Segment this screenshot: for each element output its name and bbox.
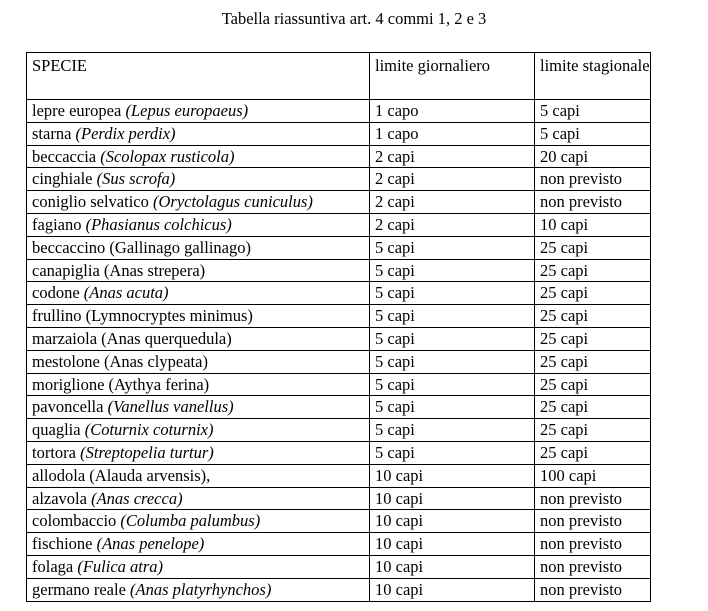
table-row [27,282,651,305]
species-latin-name: (Oryctolagus cuniculus) [152,192,313,212]
seasonal-limit-cell: 100 capi [535,464,651,487]
species-common-name: quaglia [32,420,81,440]
species-common-name: fischione [32,534,93,554]
species-latin-name: (Coturnix coturnix) [84,420,214,440]
table-row [27,145,651,168]
table-row [27,236,651,259]
table-body [27,100,651,602]
daily-limit-cell: 2 capi [370,191,535,214]
species-cell [27,555,370,578]
table-row [27,419,651,442]
seasonal-limit-cell: 25 capi [535,396,651,419]
seasonal-limit-cell: 25 capi [535,350,651,373]
species-common-name: beccaccia [32,146,97,166]
daily-limit-cell: 10 capi [370,464,535,487]
seasonal-limit-cell: non previsto [535,510,651,533]
daily-limit-cell: 2 capi [370,213,535,236]
species-common-name: starna [32,123,72,143]
daily-limit-cell: 5 capi [370,305,535,328]
species-latin-name: (Columba palumbus) [120,511,261,531]
seasonal-limit-cell: 25 capi [535,305,651,328]
species-latin-name: (Scolopax rusticola) [100,146,235,166]
species-cell [27,441,370,464]
daily-limit-cell: 10 capi [370,487,535,510]
seasonal-limit-cell: non previsto [535,191,651,214]
seasonal-limit-cell: 25 capi [535,259,651,282]
seasonal-limit-cell: 25 capi [535,441,651,464]
species-latin-name: (Aythya ferina) [108,374,210,394]
species-latin-name: (Alauda arvensis), [89,465,211,485]
species-common-name: germano reale [32,579,126,599]
species-cell [27,419,370,442]
table-row [27,168,651,191]
seasonal-limit-cell: 25 capi [535,327,651,350]
daily-limit-cell: 10 capi [370,578,535,601]
species-common-name: codone [32,283,80,303]
species-cell [27,259,370,282]
species-cell [27,282,370,305]
table-row [27,510,651,533]
species-latin-name: (Vanellus vanellus) [107,397,234,417]
daily-limit-cell: 5 capi [370,419,535,442]
daily-limit-cell: 1 capo [370,100,535,123]
species-cell [27,510,370,533]
species-cell [27,350,370,373]
daily-limit-cell: 10 capi [370,555,535,578]
species-cell [27,145,370,168]
table-row [27,122,651,145]
species-common-name: colombaccio [32,511,117,531]
daily-limit-cell: 5 capi [370,396,535,419]
seasonal-limit-cell: 25 capi [535,236,651,259]
species-latin-name: (Anas crecca) [91,488,183,508]
species-latin-name: (Anas querquedula) [101,328,232,348]
daily-limit-cell: 5 capi [370,282,535,305]
species-common-name: mestolone [32,351,100,371]
species-common-name: fagiano [32,214,82,234]
table-row [27,396,651,419]
species-latin-name: (Perdix perdix) [75,123,176,143]
species-cell [27,373,370,396]
daily-limit-cell: 5 capi [370,373,535,396]
species-cell [27,327,370,350]
species-latin-name: (Gallinago gallinago) [109,237,251,257]
species-cell [27,487,370,510]
species-common-name: cinghiale [32,169,93,189]
species-common-name: folaga [32,556,74,576]
table-row [27,305,651,328]
species-cell [27,396,370,419]
species-latin-name: (Anas strepera) [103,260,206,280]
species-common-name: marzaiola [32,328,98,348]
species-latin-name: (Anas acuta) [83,283,169,303]
species-cell [27,578,370,601]
hunting-limits-table [26,52,651,602]
seasonal-limit-cell: 10 capi [535,213,651,236]
header-daily-limit: limite giornaliero [370,53,535,100]
species-cell [27,213,370,236]
daily-limit-cell: 5 capi [370,259,535,282]
seasonal-limit-cell: 25 capi [535,373,651,396]
species-common-name: alzavola [32,488,87,508]
seasonal-limit-cell: 25 capi [535,282,651,305]
daily-limit-cell: 2 capi [370,168,535,191]
table-row [27,191,651,214]
daily-limit-cell: 10 capi [370,533,535,556]
species-latin-name: (Lepus europaeus) [125,101,249,120]
species-latin-name: (Lymnocryptes minimus) [85,306,253,326]
species-cell [27,100,370,123]
species-common-name: frullino [32,306,82,326]
header-species: SPECIE [27,53,370,100]
table-row [27,555,651,578]
daily-limit-cell: 5 capi [370,350,535,373]
table-row [27,578,651,601]
seasonal-limit-cell: non previsto [535,555,651,578]
species-common-name: tortora [32,442,76,462]
species-latin-name: (Anas penelope) [96,534,205,554]
table-row [27,464,651,487]
table-row [27,373,651,396]
species-latin-name: (Sus scrofa) [96,169,176,189]
seasonal-limit-cell: 25 capi [535,419,651,442]
species-latin-name: (Streptopelia turtur) [80,442,214,462]
daily-limit-cell: 10 capi [370,510,535,533]
table-row [27,487,651,510]
header-seasonal-limit: limite stagionale [535,53,651,100]
species-cell [27,305,370,328]
species-cell [27,533,370,556]
table-row [27,100,651,123]
species-common-name: canapiglia [32,260,100,280]
species-common-name: lepre europea [32,101,122,120]
species-cell [27,168,370,191]
seasonal-limit-cell: 5 capi [535,122,651,145]
species-latin-name: (Phasianus colchicus) [85,214,232,234]
species-common-name: pavoncella [32,397,104,417]
species-latin-name: (Anas platyrhynchos) [130,579,272,599]
species-cell [27,464,370,487]
daily-limit-cell: 5 capi [370,236,535,259]
species-cell [27,236,370,259]
table-row [27,533,651,556]
seasonal-limit-cell: non previsto [535,533,651,556]
species-common-name: allodola [32,465,86,485]
seasonal-limit-cell: non previsto [535,168,651,191]
seasonal-limit-cell: non previsto [535,578,651,601]
table-row [27,213,651,236]
species-common-name: moriglione [32,374,105,394]
table-row [27,350,651,373]
table-row [27,327,651,350]
table-row [27,259,651,282]
species-latin-name: (Anas clypeata) [103,351,208,371]
daily-limit-cell: 5 capi [370,441,535,464]
seasonal-limit-cell: non previsto [535,487,651,510]
daily-limit-cell: 5 capi [370,327,535,350]
seasonal-limit-cell: 20 capi [535,145,651,168]
species-latin-name: (Fulica atra) [77,556,164,576]
table-header-row [27,53,651,100]
species-common-name: coniglio selvatico [32,192,149,212]
species-cell [27,122,370,145]
page-title: Tabella riassuntiva art. 4 commi 1, 2 e 3 [221,9,487,28]
species-cell [27,191,370,214]
daily-limit-cell: 2 capi [370,145,535,168]
daily-limit-cell: 1 capo [370,122,535,145]
table-row [27,441,651,464]
seasonal-limit-cell: 5 capi [535,100,651,123]
species-common-name: beccaccino [32,237,106,257]
